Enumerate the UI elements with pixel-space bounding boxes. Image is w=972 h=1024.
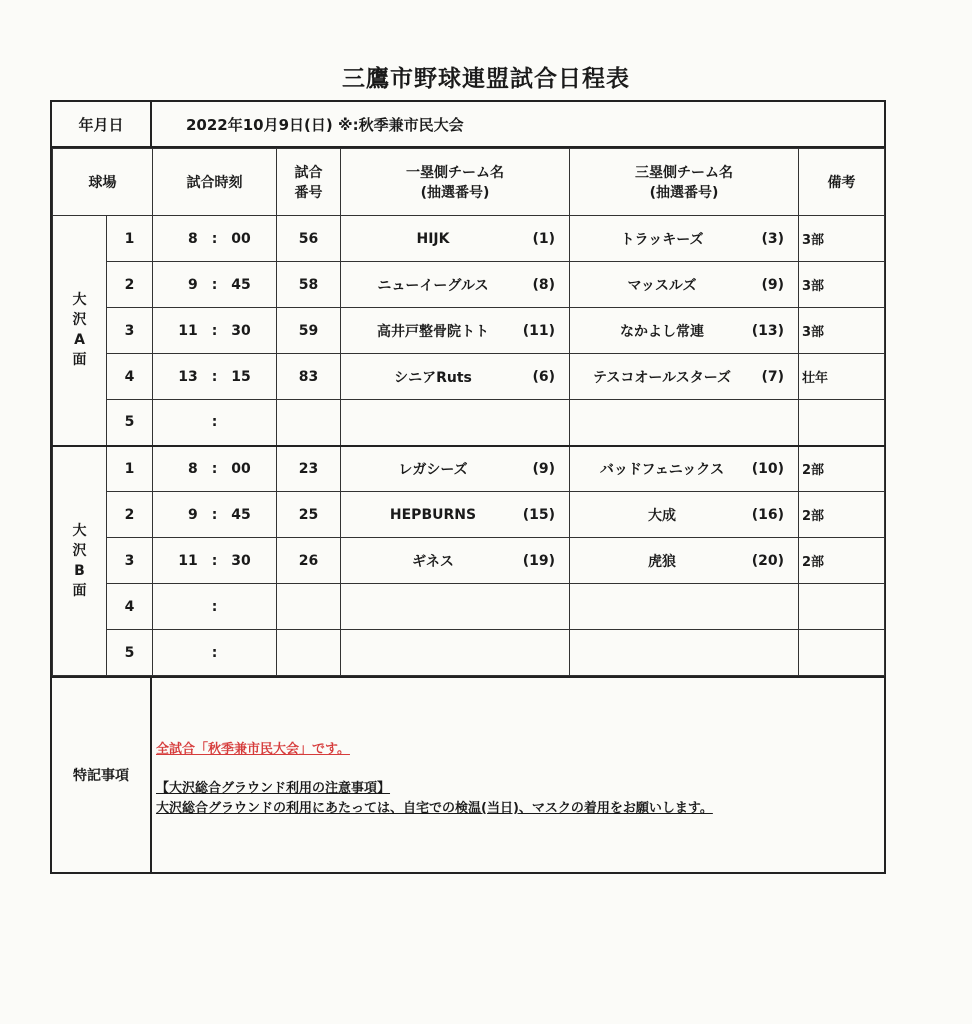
slot-cell: 5 — [107, 630, 153, 676]
first-team-seed: (8) — [532, 276, 555, 293]
game-row — [53, 400, 885, 446]
game-row — [53, 630, 885, 676]
slot-cell: 4 — [107, 584, 153, 630]
venue-char: 沢 — [72, 312, 87, 329]
time-minute: 45 — [231, 276, 251, 293]
slot-cell: 3 — [107, 308, 153, 354]
header-time: 試合時刻 — [153, 149, 277, 216]
slot-cell: 2 — [107, 262, 153, 308]
time-hour: 13 — [178, 368, 198, 385]
venue-char: B — [74, 562, 85, 579]
third-team-name: 虎狼 — [648, 553, 676, 570]
time-colon: : — [211, 506, 218, 523]
venue-char: 沢 — [72, 542, 87, 559]
game-no-cell — [277, 630, 341, 676]
third-team-cell — [570, 216, 799, 262]
header-third-line1: 三塁側チーム名 — [635, 165, 733, 181]
notes-heading: 【大沢総合グラウンド利用の注意事項】 — [156, 781, 391, 796]
game-row — [53, 354, 885, 400]
third-team-name: テスコオールスターズ — [592, 369, 732, 386]
game-row — [53, 262, 885, 308]
notes-body — [152, 678, 884, 872]
first-team-cell — [341, 262, 570, 308]
slot-cell: 1 — [107, 216, 153, 262]
remark-cell — [799, 630, 885, 676]
time-cell — [153, 492, 277, 538]
first-team-cell — [341, 584, 570, 630]
header-third-base — [570, 149, 799, 216]
header-first-base — [341, 149, 570, 216]
schedule-sheet — [50, 100, 886, 874]
first-team-cell — [341, 538, 570, 584]
date-label: 年月日 — [52, 102, 152, 146]
notes-text: 大沢総合グラウンドの利用にあたっては、自宅での検温(当日)、マスクの着用をお願いします。 — [156, 801, 713, 816]
slot-cell: 3 — [107, 538, 153, 584]
third-team-seed: (10) — [751, 460, 784, 477]
first-team-cell — [341, 308, 570, 354]
time-minute — [231, 645, 261, 661]
header-remarks: 備考 — [799, 149, 885, 216]
remark-cell: 2部 — [799, 446, 885, 492]
notes-label: 特記事項 — [52, 678, 152, 872]
schedule-body — [53, 216, 885, 676]
third-team-seed: (13) — [751, 322, 784, 339]
venue-char: 大 — [72, 522, 87, 539]
notes-row — [52, 676, 884, 872]
time-cell — [153, 446, 277, 492]
third-team-cell — [570, 400, 799, 446]
slot-cell: 4 — [107, 354, 153, 400]
game-row — [53, 308, 885, 354]
time-minute: 00 — [231, 460, 251, 477]
header-venue: 球場 — [53, 149, 153, 216]
first-team-name: ニューイーグルス — [377, 277, 489, 294]
first-team-seed: (19) — [522, 552, 555, 569]
time-colon: : — [211, 368, 218, 385]
header-game-no-line1: 試合 — [294, 165, 323, 181]
game-no-cell: 58 — [277, 262, 341, 308]
time-cell — [153, 538, 277, 584]
first-team-cell — [341, 354, 570, 400]
remark-cell — [799, 400, 885, 446]
remark-cell: 壮年 — [799, 354, 885, 400]
third-team-name: トラッキーズ — [620, 231, 704, 248]
first-team-name: HIJK — [416, 230, 450, 247]
first-team-name: レガシーズ — [398, 461, 468, 478]
first-team-cell — [341, 492, 570, 538]
slot-cell: 2 — [107, 492, 153, 538]
third-team-cell — [570, 584, 799, 630]
game-row — [53, 446, 885, 492]
time-hour: 9 — [187, 506, 198, 523]
third-team-cell — [570, 354, 799, 400]
time-cell — [153, 216, 277, 262]
time-cell — [153, 354, 277, 400]
time-minute: 00 — [231, 230, 251, 247]
game-no-cell: 56 — [277, 216, 341, 262]
first-team-cell — [341, 216, 570, 262]
game-no-cell — [277, 584, 341, 630]
time-hour — [168, 599, 198, 615]
time-colon: : — [211, 414, 218, 431]
venue-name-cell — [53, 446, 107, 676]
header-third-line2: (抽選番号) — [649, 185, 719, 201]
first-team-seed: (9) — [532, 460, 555, 477]
time-hour: 11 — [178, 322, 198, 339]
time-cell — [153, 262, 277, 308]
remark-cell — [799, 584, 885, 630]
first-team-cell — [341, 446, 570, 492]
first-team-seed: (11) — [522, 322, 555, 339]
third-team-cell — [570, 308, 799, 354]
third-team-cell — [570, 446, 799, 492]
time-hour: 8 — [187, 460, 198, 477]
game-no-cell: 26 — [277, 538, 341, 584]
time-hour: 11 — [178, 552, 198, 569]
time-hour — [168, 645, 198, 661]
game-no-cell: 59 — [277, 308, 341, 354]
third-team-cell — [570, 630, 799, 676]
first-team-name: 高井戸整骨院トト — [377, 323, 489, 340]
venue-char: A — [74, 332, 85, 349]
venue-char: 面 — [72, 352, 87, 369]
notes-red-line: 全試合「秋季兼市民大会」です。 — [156, 742, 350, 757]
game-row — [53, 492, 885, 538]
time-colon: : — [211, 552, 218, 569]
document-title: 三鷹市野球連盟試合日程表 — [342, 66, 630, 92]
time-colon: : — [211, 598, 218, 615]
time-cell — [153, 584, 277, 630]
time-minute: 30 — [231, 552, 251, 569]
time-minute: 15 — [231, 368, 251, 385]
third-team-seed: (9) — [761, 276, 784, 293]
time-minute: 45 — [231, 506, 251, 523]
time-hour — [168, 414, 198, 430]
game-row — [53, 538, 885, 584]
first-team-name: シニアRuts — [394, 369, 472, 386]
third-team-name: なかよし常連 — [620, 323, 704, 340]
date-row — [52, 102, 884, 148]
first-team-seed: (1) — [532, 230, 555, 247]
venue-name-cell — [53, 216, 107, 446]
time-colon: : — [211, 644, 218, 661]
third-team-name: 大成 — [648, 507, 676, 524]
time-hour: 8 — [187, 230, 198, 247]
third-team-seed: (20) — [751, 552, 784, 569]
remark-cell: 2部 — [799, 538, 885, 584]
time-minute — [231, 599, 261, 615]
slot-cell: 5 — [107, 400, 153, 446]
third-team-name: バッドフェニックス — [599, 461, 725, 478]
third-team-cell — [570, 262, 799, 308]
time-colon: : — [211, 322, 218, 339]
first-team-name: ギネス — [412, 553, 454, 570]
time-minute: 30 — [231, 322, 251, 339]
time-hour: 9 — [187, 276, 198, 293]
header-game-no-line2: 番号 — [294, 185, 323, 201]
slot-cell: 1 — [107, 446, 153, 492]
date-value: 2022年10月9日(日) ※:秋季兼市民大会 — [186, 115, 464, 134]
first-team-cell — [341, 630, 570, 676]
remark-cell: 3部 — [799, 262, 885, 308]
time-cell — [153, 308, 277, 354]
venue-char: 大 — [72, 292, 87, 309]
time-colon: : — [211, 230, 218, 247]
game-no-cell: 83 — [277, 354, 341, 400]
header-first-line1: 一塁側チーム名 — [406, 165, 504, 181]
schedule-table — [52, 148, 885, 676]
first-team-cell — [341, 400, 570, 446]
time-colon: : — [211, 460, 218, 477]
header-game-no — [277, 149, 341, 216]
third-team-seed: (3) — [761, 230, 784, 247]
time-minute — [231, 414, 261, 430]
third-team-name: マッスルズ — [627, 277, 697, 294]
header-row — [53, 149, 885, 216]
third-team-cell — [570, 492, 799, 538]
remark-cell: 3部 — [799, 308, 885, 354]
time-cell — [153, 400, 277, 446]
first-team-name: HEPBURNS — [389, 506, 477, 523]
time-colon: : — [211, 276, 218, 293]
game-no-cell: 23 — [277, 446, 341, 492]
third-team-seed: (16) — [751, 506, 784, 523]
remark-cell: 2部 — [799, 492, 885, 538]
game-row — [53, 584, 885, 630]
remark-cell: 3部 — [799, 216, 885, 262]
venue-char: 面 — [72, 582, 87, 599]
game-row — [53, 216, 885, 262]
game-no-cell: 25 — [277, 492, 341, 538]
first-team-seed: (6) — [532, 368, 555, 385]
header-first-line2: (抽選番号) — [420, 185, 490, 201]
game-no-cell — [277, 400, 341, 446]
time-cell — [153, 630, 277, 676]
third-team-seed: (7) — [761, 368, 784, 385]
third-team-cell — [570, 538, 799, 584]
first-team-seed: (15) — [522, 506, 555, 523]
